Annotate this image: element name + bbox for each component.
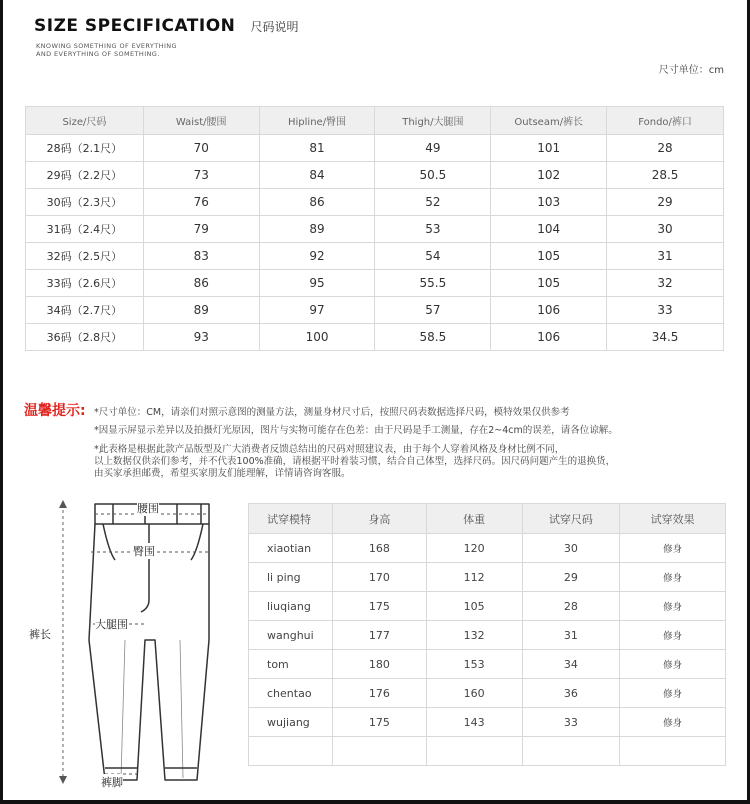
model-table-row (249, 737, 726, 766)
size-cell: 106 (491, 324, 607, 351)
model-cell (620, 737, 726, 766)
unit-label: 尺寸单位：cm (658, 65, 724, 76)
model-cell (426, 737, 522, 766)
size-table-row (26, 297, 724, 324)
size-cell: 105 (491, 270, 607, 297)
size-header-cell: Waist/腰围 (143, 107, 259, 135)
size-cell: 55.5 (375, 270, 491, 297)
model-table-row (249, 621, 726, 650)
model-table-row (249, 534, 726, 563)
model-cell: wanghui (249, 621, 333, 650)
model-cell: 177 (332, 621, 426, 650)
model-cell: wujiang (249, 708, 333, 737)
size-cell: 57 (375, 297, 491, 324)
model-cell: 36 (522, 679, 620, 708)
size-cell: 28.5 (607, 162, 724, 189)
tip-line: *因显示屏显示差异以及拍摄灯光原因，图片与实物可能存在色差：由于尺码是手工测量，存在2~4cm的误差，请各位谅解。 (94, 425, 618, 436)
size-cell: 58.5 (375, 324, 491, 351)
size-cell: 92 (259, 243, 375, 270)
tips-label: 温馨提示: (24, 403, 86, 419)
size-header-cell: Hipline/臀围 (259, 107, 375, 135)
size-cell: 36码（2.8尺） (26, 324, 144, 351)
model-cell: 175 (332, 592, 426, 621)
model-cell: 34 (522, 650, 620, 679)
model-table-row (249, 708, 726, 737)
model-cell: li ping (249, 563, 333, 592)
size-table-row (26, 216, 724, 243)
size-cell: 95 (259, 270, 375, 297)
model-cell: 105 (426, 592, 522, 621)
size-cell: 86 (259, 189, 375, 216)
title-english: SIZE SPECIFICATION (34, 16, 236, 36)
size-cell: 83 (143, 243, 259, 270)
model-table-row (249, 563, 726, 592)
thigh-label: 大腿围 (95, 618, 128, 631)
size-header-cell: Outseam/裤长 (491, 107, 607, 135)
model-cell: 33 (522, 708, 620, 737)
model-header-cell: 试穿尺码 (522, 504, 620, 534)
model-cell: liuqiang (249, 592, 333, 621)
model-cell: 180 (332, 650, 426, 679)
size-cell: 76 (143, 189, 259, 216)
model-cell (249, 737, 333, 766)
pants-outline-icon (25, 490, 235, 795)
size-cell: 105 (491, 243, 607, 270)
size-cell: 100 (259, 324, 375, 351)
tip-line: 以上数据仅供亲们参考，并不代表100%准确，请根据平时着装习惯，结合自己体型，选择尺码。因尺码问题产生的退换货， (94, 456, 616, 467)
tagline-line-2: AND EVERYTHING OF SOMETHING. (36, 50, 160, 58)
hem-label: 裤脚 (101, 776, 123, 789)
model-table-row (249, 592, 726, 621)
size-cell: 73 (143, 162, 259, 189)
model-table-row (249, 650, 726, 679)
size-cell: 34.5 (607, 324, 724, 351)
tip-line: 由买家承担邮费，希望买家朋友们能理解，详情请咨询客服。 (94, 468, 351, 479)
size-table-row (26, 189, 724, 216)
size-cell: 33码（2.6尺） (26, 270, 144, 297)
waist-label: 腰围 (137, 502, 159, 515)
size-cell: 81 (259, 135, 375, 162)
size-cell: 30码（2.3尺） (26, 189, 144, 216)
model-cell: 112 (426, 563, 522, 592)
size-cell: 50.5 (375, 162, 491, 189)
model-cell: 29 (522, 563, 620, 592)
model-table-header-row (249, 504, 726, 534)
model-cell: 176 (332, 679, 426, 708)
size-cell: 104 (491, 216, 607, 243)
model-cell: 153 (426, 650, 522, 679)
size-cell: 31 (607, 243, 724, 270)
model-cell: xiaotian (249, 534, 333, 563)
size-cell: 84 (259, 162, 375, 189)
size-header-cell: Size/尺码 (26, 107, 144, 135)
model-cell: 28 (522, 592, 620, 621)
size-cell: 34码（2.7尺） (26, 297, 144, 324)
model-cell: 175 (332, 708, 426, 737)
size-cell: 32码（2.5尺） (26, 243, 144, 270)
size-cell: 29 (607, 189, 724, 216)
model-table (248, 503, 726, 766)
model-cell: chentao (249, 679, 333, 708)
model-header-cell: 身高 (332, 504, 426, 534)
pants-diagram (25, 490, 235, 795)
size-table-header-row (26, 107, 724, 135)
size-cell: 54 (375, 243, 491, 270)
size-header-cell: Thigh/大腿围 (375, 107, 491, 135)
model-cell (332, 737, 426, 766)
size-cell: 106 (491, 297, 607, 324)
size-table-row (26, 135, 724, 162)
title-row (34, 16, 299, 40)
model-header-cell: 试穿效果 (620, 504, 726, 534)
model-cell: 修身 (620, 621, 726, 650)
size-cell: 102 (491, 162, 607, 189)
size-cell: 70 (143, 135, 259, 162)
hip-label: 臀围 (133, 545, 155, 558)
model-cell: 170 (332, 563, 426, 592)
size-cell: 97 (259, 297, 375, 324)
model-cell: tom (249, 650, 333, 679)
size-table-row (26, 270, 724, 297)
model-cell: 168 (332, 534, 426, 563)
model-cell (522, 737, 620, 766)
size-cell: 49 (375, 135, 491, 162)
size-cell: 79 (143, 216, 259, 243)
size-cell: 101 (491, 135, 607, 162)
model-header-cell: 体重 (426, 504, 522, 534)
size-cell: 52 (375, 189, 491, 216)
model-cell: 修身 (620, 563, 726, 592)
size-cell: 89 (143, 297, 259, 324)
size-table-row (26, 243, 724, 270)
title-chinese: 尺码说明 (250, 20, 299, 34)
model-cell: 修身 (620, 679, 726, 708)
model-cell: 120 (426, 534, 522, 563)
model-cell: 修身 (620, 650, 726, 679)
size-table-row (26, 324, 724, 351)
model-cell: 143 (426, 708, 522, 737)
size-cell: 28 (607, 135, 724, 162)
length-label: 裤长 (29, 628, 51, 641)
model-cell: 修身 (620, 534, 726, 563)
size-header-cell: Fondo/裤口 (607, 107, 724, 135)
model-cell: 修身 (620, 708, 726, 737)
size-table-row (26, 162, 724, 189)
tip-line: *尺寸单位：CM，请亲们对照示意图的测量方法，测量身材尺寸后，按照尺码表数据选择尺码，模特效果仅供参考 (94, 407, 570, 418)
size-cell: 53 (375, 216, 491, 243)
size-cell: 103 (491, 189, 607, 216)
size-cell: 33 (607, 297, 724, 324)
size-cell: 28码（2.1尺） (26, 135, 144, 162)
model-cell: 30 (522, 534, 620, 563)
tip-line: *此表格是根据此款产品版型及广大消费者反馈总结出的尺码对照建议表，由于每个人穿着风格及身材比例不同， (94, 444, 565, 455)
size-cell: 89 (259, 216, 375, 243)
size-cell: 86 (143, 270, 259, 297)
model-cell: 160 (426, 679, 522, 708)
size-table (25, 106, 724, 351)
size-cell: 29码（2.2尺） (26, 162, 144, 189)
model-header-cell: 试穿模特 (249, 504, 333, 534)
size-cell: 32 (607, 270, 724, 297)
model-cell: 132 (426, 621, 522, 650)
model-cell: 31 (522, 621, 620, 650)
size-cell: 30 (607, 216, 724, 243)
model-cell: 修身 (620, 592, 726, 621)
model-table-row (249, 679, 726, 708)
tagline-line-1: KNOWING SOMETHING OF EVERYTHING (36, 42, 177, 50)
size-cell: 31码（2.4尺） (26, 216, 144, 243)
size-cell: 93 (143, 324, 259, 351)
